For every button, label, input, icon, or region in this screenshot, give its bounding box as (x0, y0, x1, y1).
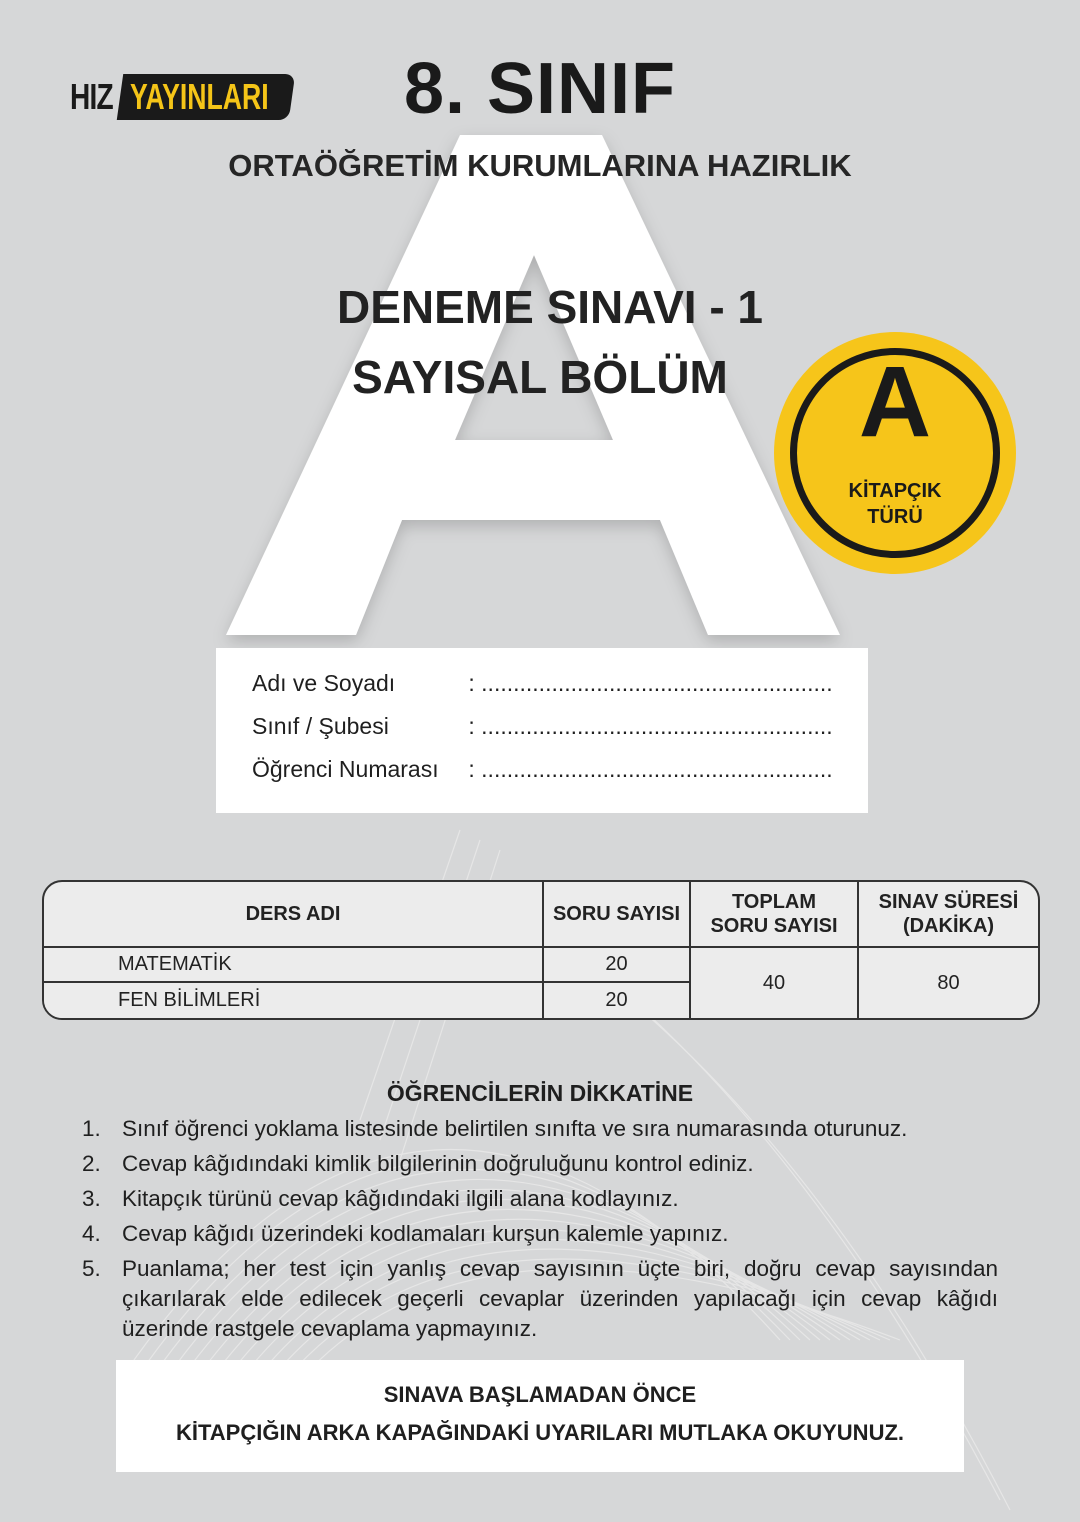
list-item (82, 1254, 998, 1344)
list-item-text: Puanlama; her test için yanlış cevap sayısının üçte biri, doğru cevap sayısından çıkarılarak elde edilecek geçerli cevaplar üzerinden yapılacağı için cevap kâğıdı üzerinde rastgele cevaplama yapmayınız. (122, 1256, 998, 1341)
logo-hiz-text: HIZ (70, 76, 113, 117)
warning-line-2: KİTAPÇIĞIN ARKA KAPAĞINDAKİ UYARILARI MUTLAKA OKUYUNUZ. (175, 1420, 905, 1445)
student-name-row[interactable] (252, 670, 833, 697)
badge-label-line2: TÜRÜ (867, 506, 923, 528)
course-name-cell: MATEMATİK (44, 948, 544, 983)
exam-title: DENEME SINAVI - 1 (337, 281, 763, 333)
header-total-questions: TOPLAM SORU SAYISI (691, 882, 859, 948)
list-item-text: Sınıf öğrenci yoklama listesinde belirtilen sınıfta ve sıra numarasında oturunuz. (122, 1116, 908, 1141)
total-questions-cell: 40 (691, 948, 859, 1018)
student-class-row[interactable] (252, 713, 833, 740)
student-number-field[interactable]: : ....................................................... (468, 756, 833, 782)
warning-box (116, 1360, 964, 1472)
header-course: DERS ADI (44, 882, 544, 948)
question-count-cell: 20 (544, 983, 691, 1018)
list-item (82, 1114, 998, 1144)
student-name-field[interactable]: : ....................................................... (468, 670, 833, 696)
list-item-text: Cevap kâğıdındaki kimlik bilgilerinin doğruluğunu kontrol ediniz. (122, 1151, 754, 1176)
list-item (82, 1149, 998, 1179)
student-class-label: Sınıf / Şubesi (252, 713, 389, 739)
student-name-label: Adı ve Soyadı (252, 670, 396, 696)
course-table (42, 880, 1040, 1020)
exam-duration-cell: 80 (859, 948, 1038, 1018)
list-item-number: 1. (82, 1116, 101, 1141)
badge-label (774, 478, 1016, 530)
student-class-field[interactable]: : ....................................................... (468, 713, 833, 739)
warning-line-1: SINAVA BAŞLAMADAN ÖNCE (383, 1382, 697, 1407)
notice-title: ÖĞRENCİLERİN DİKKATİNE (386, 1080, 694, 1106)
header-exam-duration: SINAV SÜRESİ (DAKİKA) (859, 882, 1038, 948)
subtitle: ORTAÖĞRETİM KURUMLARINA HAZIRLIK (228, 148, 852, 183)
list-item-number: 4. (82, 1221, 101, 1246)
course-name-cell: FEN BİLİMLERİ (44, 983, 544, 1018)
list-item-number: 3. (82, 1186, 101, 1211)
badge-label-line1: KİTAPÇIK (848, 480, 942, 502)
student-info-box (216, 648, 868, 813)
student-number-label: Öğrenci Numarası (252, 756, 439, 782)
grade-title: 8. SINIF (403, 49, 677, 129)
student-number-row[interactable] (252, 756, 833, 783)
list-item-text: Kitapçık türünü cevap kâğıdındaki ilgili alana kodlayınız. (122, 1186, 679, 1211)
list-item (82, 1219, 998, 1249)
exam-section: SAYISAL BÖLÜM (352, 351, 728, 403)
badge-letter: A (858, 346, 932, 458)
notice-list (82, 1114, 998, 1349)
list-item (82, 1184, 998, 1214)
list-item-number: 5. (82, 1256, 101, 1281)
list-item-number: 2. (82, 1151, 101, 1176)
header-question-count: SORU SAYISI (544, 882, 691, 948)
logo-yayinlari-text: YAYINLARI (130, 76, 269, 117)
question-count-cell: 20 (544, 948, 691, 983)
list-item-text: Cevap kâğıdı üzerindeki kodlamaları kurşun kalemle yapınız. (122, 1221, 729, 1246)
